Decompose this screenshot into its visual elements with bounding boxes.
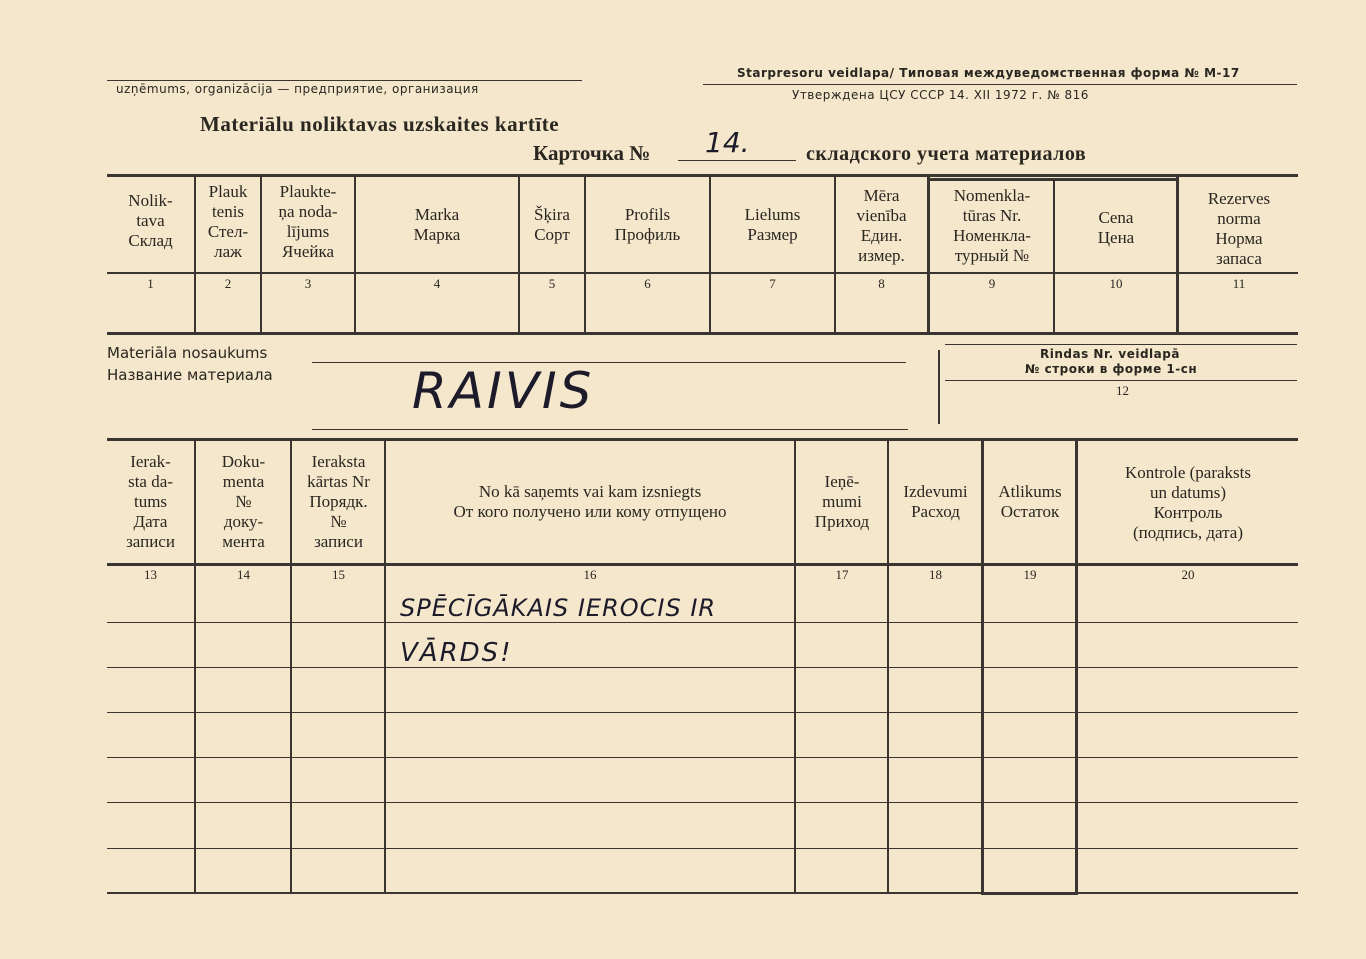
- header-size: Lielums Размер: [744, 205, 801, 244]
- header-document: Doku- menta № доку- мента: [221, 452, 266, 551]
- card-number[interactable]: 14.: [705, 126, 750, 159]
- material-label-lv: Materiāla nosaukums: [107, 344, 268, 362]
- title-lv: Materiālu noliktavas uzskaites kartīte: [200, 112, 560, 136]
- header-date: Ierak- sta da- tums Дата записи: [126, 452, 175, 551]
- header-rack: Plauk tenis Стел- лаж: [207, 182, 249, 261]
- col-num-10: 10: [1109, 276, 1123, 291]
- col-num-5: 5: [548, 276, 556, 291]
- header-warehouse: Nolik- tava Склад: [128, 191, 173, 250]
- form-underline: [703, 84, 1297, 85]
- row-box-divider: [938, 350, 940, 424]
- header-expense: Izdevumi Расход: [903, 482, 968, 521]
- row-num-12: 12: [1116, 383, 1129, 398]
- header-nomenclature: Nomenkla- tūras Nr. Номенкла- турный №: [953, 186, 1031, 265]
- col-num-18: 18: [929, 567, 942, 582]
- material-label-ru: Название материала: [107, 366, 273, 384]
- title-ru-prefix: Карточка №: [533, 141, 651, 165]
- col-num-16: 16: [583, 567, 597, 582]
- header-profile: Profils Профиль: [614, 205, 681, 244]
- form-line2: Утверждена ЦСУ СССР 14. XII 1972 г. № 816: [792, 88, 1089, 102]
- header-order-no: Ieraksta kārtas Nr Порядк. № записи: [307, 452, 370, 551]
- row-label-ru: № строки в форме 1-сн: [1025, 362, 1198, 376]
- entry-line-2[interactable]: VĀRDS!: [400, 638, 513, 668]
- col-num-1: 1: [147, 276, 154, 291]
- header-receipt: Ieņē- mumi Приход: [814, 472, 870, 531]
- header-reserve: Rezerves norma Норма запаса: [1207, 189, 1271, 268]
- col-num-11: 11: [1232, 276, 1246, 291]
- header-grade: Šķira Сорт: [534, 205, 570, 244]
- header-balance: Atlikums Остаток: [998, 482, 1062, 521]
- col-num-19: 19: [1023, 567, 1037, 582]
- header-from-to: No kā saņemts vai kam izsniegts От кого получено или кому отпущено: [453, 482, 727, 521]
- row-label-lv: Rindas Nr. veidlapā: [1040, 347, 1180, 361]
- material-name-value[interactable]: RAIVIS: [412, 362, 595, 420]
- org-underline: [107, 80, 582, 81]
- col-num-2: 2: [224, 276, 232, 291]
- card-number-underline: [678, 160, 796, 161]
- col-num-7: 7: [769, 276, 776, 291]
- col-num-13: 13: [144, 567, 157, 582]
- header-control: Kontrole (paraksts un datums) Контроль (подпись, дата): [1124, 463, 1252, 542]
- col-num-17: 17: [835, 567, 849, 582]
- col-num-15: 15: [332, 567, 345, 582]
- col-num-14: 14: [237, 567, 250, 582]
- row-box-mid: [945, 380, 1297, 381]
- header-brand: Marka Марка: [413, 205, 461, 244]
- entry-line-1[interactable]: SPĒCĪGĀKAIS IEROCIS IR: [400, 594, 717, 622]
- col-num-8: 8: [878, 276, 885, 291]
- col-num-4: 4: [433, 276, 441, 291]
- form-line1: Starpresoru veidlapa/ Типовая междуведомственная форма № М-17: [737, 66, 1240, 80]
- header-unit: Mēra vienība Един. измер.: [856, 186, 907, 265]
- row-box-top: [945, 344, 1297, 345]
- header-cell: Plaukte- ņa noda- lījums Ячейка: [278, 182, 338, 261]
- col-num-20: 20: [1181, 567, 1195, 582]
- title-ru-suffix: складского учета материалов: [806, 143, 1087, 165]
- material-line2: [312, 429, 908, 430]
- org-label: uzņēmums, organizācija — предприятие, организация: [116, 82, 479, 96]
- material-line1: [312, 362, 906, 363]
- header-price: Cena Цена: [1097, 208, 1135, 247]
- col-num-6: 6: [644, 276, 651, 291]
- col-num-9: 9: [988, 276, 996, 291]
- col-num-3: 3: [304, 276, 312, 291]
